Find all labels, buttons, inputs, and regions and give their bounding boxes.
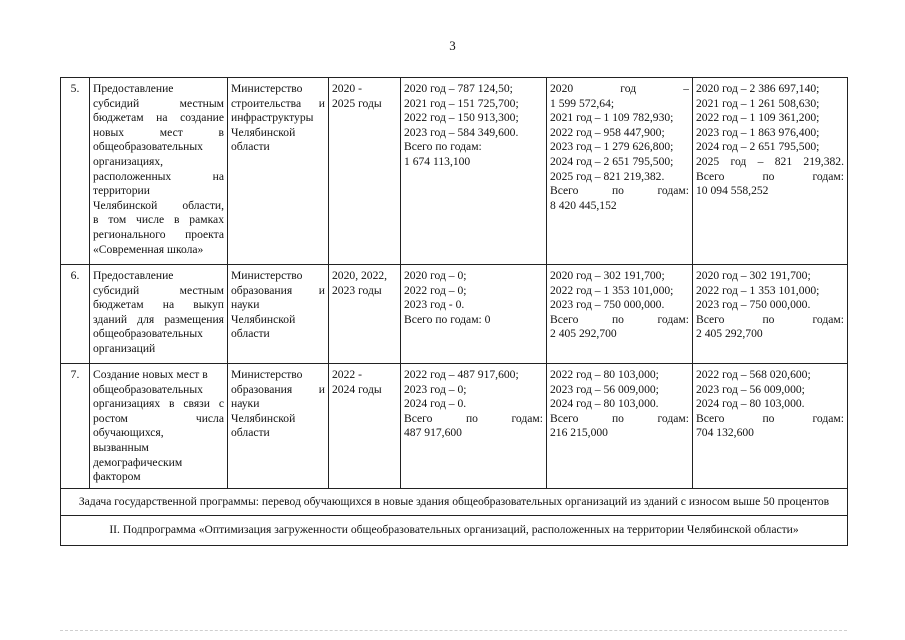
row-number-text: 5. bbox=[70, 82, 80, 95]
measure-name-line: вызванным bbox=[93, 440, 149, 454]
measure-name-line: «Современная школа» bbox=[93, 242, 204, 256]
funding-col-4-line: 2022 год – 487 917,600; bbox=[404, 368, 519, 381]
funding-col-5 bbox=[547, 364, 693, 489]
implementation-period-line: 2020 - bbox=[332, 82, 362, 95]
measure-name-line: бюджетам на выкуп bbox=[93, 298, 224, 312]
page-bottom-rule bbox=[60, 630, 847, 632]
responsible-executor-line: Челябинской bbox=[231, 125, 296, 139]
funding-col-6-line: 2024 год – 80 103,000. bbox=[696, 397, 805, 411]
funding-col-4-line: 2020 год – 787 124,50; bbox=[404, 82, 513, 95]
task-text: Задача государственной программы: перевод обучающихся в новые здания общеобразовательных организаций из зданий с износом выше 50 процентов bbox=[78, 495, 830, 508]
measure-name-line: фактором bbox=[93, 470, 141, 484]
subprogram-row bbox=[61, 515, 848, 546]
measure-name-line: Предоставление bbox=[93, 269, 174, 282]
funding-col-6-line: Всего по годам: bbox=[696, 411, 844, 425]
funding-col-5-line: 2023 год – 56 009,000; bbox=[550, 382, 659, 396]
funding-col-5-line: 2022 год – 958 447,900; bbox=[550, 125, 665, 139]
implementation-period-line: 2023 годы bbox=[332, 283, 382, 297]
funding-col-4-line: 2023 год – 0; bbox=[404, 382, 467, 396]
funding-col-6-line: 2020 год – 2 386 697,140; bbox=[696, 82, 820, 95]
table-row bbox=[61, 265, 848, 364]
responsible-executor-line: образования и bbox=[231, 283, 325, 297]
row-number-text: 6. bbox=[70, 269, 80, 282]
measure-name-line: расположенных на bbox=[93, 169, 224, 183]
measure-name-line: Создание новых мест в bbox=[93, 368, 208, 381]
funding-col-5-line: 8 420 445,152 bbox=[550, 198, 617, 212]
funding-col-5-line: 2023 год – 750 000,000. bbox=[550, 298, 665, 312]
implementation-period bbox=[329, 78, 401, 265]
measure-name-line: новых мест в bbox=[93, 125, 224, 139]
funding-col-6-line: 2020 год – 302 191,700; bbox=[696, 269, 811, 282]
responsible-executor-line: Министерство bbox=[231, 368, 303, 381]
measure-name-line: бюджетам на создание bbox=[93, 111, 224, 125]
funding-col-6-line: 2022 год – 1 353 101,000; bbox=[696, 283, 820, 297]
funding-col-6-line: 2025 год – 821 219,382. bbox=[696, 154, 844, 168]
implementation-period-line: 2025 годы bbox=[332, 96, 382, 110]
table-row bbox=[61, 364, 848, 489]
responsible-executor-line: науки bbox=[231, 397, 260, 411]
implementation-period-line: 2020, 2022, bbox=[332, 269, 388, 282]
funding-col-4-line: 1 674 113,100 bbox=[404, 154, 471, 168]
funding-col-5-line: 216 215,000 bbox=[550, 426, 608, 440]
funding-col-5-line: 2 405 292,700 bbox=[550, 327, 617, 341]
funding-col-5-line: Всего по годам: bbox=[550, 312, 689, 326]
responsible-executor-line: области bbox=[231, 426, 270, 440]
funding-col-4-line: 2024 год – 0. bbox=[404, 397, 467, 411]
funding-col-5-line: 2024 год – 80 103,000. bbox=[550, 397, 659, 411]
funding-col-4-line: 2022 год – 0; bbox=[404, 283, 467, 297]
funding-col-4-line: 2020 год – 0; bbox=[404, 269, 467, 282]
program-table bbox=[60, 77, 848, 546]
measure-name-line: территории bbox=[93, 184, 150, 198]
funding-col-5-line: 2023 год – 1 279 626,800; bbox=[550, 140, 674, 154]
funding-col-5-line: 2022 год – 80 103,000; bbox=[550, 368, 659, 381]
funding-col-5-line: 2025 год – 821 219,382. bbox=[550, 169, 665, 183]
funding-col-5 bbox=[547, 78, 693, 265]
measure-name bbox=[90, 78, 228, 265]
responsible-executor-line: образования и bbox=[231, 382, 325, 396]
row-number bbox=[61, 78, 90, 265]
responsible-executor-line: строительства и bbox=[231, 96, 325, 110]
responsible-executor bbox=[228, 364, 329, 489]
responsible-executor-line: Министерство bbox=[231, 269, 303, 282]
measure-name-line: ростом числа bbox=[93, 411, 224, 425]
funding-col-5-line: 2024 год – 2 651 795,500; bbox=[550, 154, 674, 168]
measure-name-line: общеобразовательных bbox=[93, 140, 203, 154]
table-row bbox=[61, 78, 848, 265]
implementation-period-line: 2024 годы bbox=[332, 382, 382, 396]
funding-col-6 bbox=[693, 265, 848, 364]
measure-name-line: зданий для размещения bbox=[93, 312, 224, 326]
funding-col-6-line: Всего по годам: bbox=[696, 312, 844, 326]
funding-col-6-line: 2022 год – 1 109 361,200; bbox=[696, 111, 820, 125]
funding-col-6 bbox=[693, 364, 848, 489]
funding-col-4-line: Всего по годам: bbox=[404, 140, 482, 154]
funding-col-6-line: 2023 год – 56 009,000; bbox=[696, 382, 805, 396]
measure-name-line: регионального проекта bbox=[93, 227, 224, 241]
measure-name-line: обучающихся, bbox=[93, 426, 164, 440]
funding-col-6-line: 10 094 558,252 bbox=[696, 184, 769, 198]
implementation-period bbox=[329, 364, 401, 489]
measure-name-line: организациях, bbox=[93, 154, 164, 168]
funding-col-4-line: 2022 год – 150 913,300; bbox=[404, 111, 519, 125]
responsible-executor-line: области bbox=[231, 327, 270, 341]
funding-col-4-line: 2023 год – 584 349,600. bbox=[404, 125, 519, 139]
measure-name-line: Предоставление bbox=[93, 82, 174, 95]
measure-name bbox=[90, 364, 228, 489]
subprogram-heading: II. Подпрограмма «Оптимизация загруженности общеобразовательных организаций, расположенных на территории Челябинской области» bbox=[109, 522, 799, 536]
responsible-executor-line: инфраструктуры bbox=[231, 111, 314, 125]
funding-col-4 bbox=[401, 78, 547, 265]
responsible-executor-line: Челябинской bbox=[231, 312, 296, 326]
measure-name-line: общеобразовательных bbox=[93, 382, 203, 396]
table-body bbox=[61, 78, 848, 546]
funding-col-6-line: 2021 год – 1 261 508,630; bbox=[696, 96, 820, 110]
responsible-executor-line: науки bbox=[231, 298, 260, 312]
funding-col-6-line: Всего по годам: bbox=[696, 169, 844, 183]
measure-name-line: организациях в связи с bbox=[93, 397, 224, 411]
funding-col-5-line: 2021 год – 1 109 782,930; bbox=[550, 111, 674, 125]
funding-col-4-line: 2021 год – 151 725,700; bbox=[404, 96, 519, 110]
measure-name-line: субсидий местным bbox=[93, 283, 224, 297]
responsible-executor bbox=[228, 265, 329, 364]
funding-col-5-line: 2020 год – 302 191,700; bbox=[550, 269, 665, 282]
page-number: 3 bbox=[449, 38, 456, 53]
responsible-executor-line: Министерство bbox=[231, 82, 303, 95]
funding-col-4-line: 2023 год - 0. bbox=[404, 298, 465, 312]
row-number-text: 7. bbox=[70, 368, 80, 381]
row-number bbox=[61, 364, 90, 489]
measure-name-line: демографическим bbox=[93, 455, 183, 469]
implementation-period bbox=[329, 265, 401, 364]
funding-col-6 bbox=[693, 78, 848, 265]
funding-col-4-line: Всего по годам: bbox=[404, 411, 543, 425]
measure-name bbox=[90, 265, 228, 364]
responsible-executor-line: области bbox=[231, 140, 270, 154]
responsible-executor-line: Челябинской bbox=[231, 411, 296, 425]
funding-col-5-line: Всего по годам: bbox=[550, 411, 689, 425]
funding-col-4 bbox=[401, 265, 547, 364]
measure-name-line: организаций bbox=[93, 341, 156, 355]
funding-col-5-line: 2022 год – 1 353 101,000; bbox=[550, 283, 674, 297]
subprogram-cell bbox=[61, 515, 848, 546]
funding-col-5-line: 2020 год – bbox=[550, 82, 689, 95]
funding-col-6-line: 704 132,600 bbox=[696, 426, 754, 440]
funding-col-5-line: Всего по годам: bbox=[550, 184, 689, 198]
measure-name-line: в том числе в рамках bbox=[93, 213, 224, 227]
funding-col-6-line: 2024 год – 2 651 795,500; bbox=[696, 140, 820, 154]
funding-col-4 bbox=[401, 364, 547, 489]
measure-name-line: субсидий местным bbox=[93, 96, 224, 110]
task-row bbox=[61, 489, 848, 516]
measure-name-line: Челябинской области, bbox=[93, 198, 224, 212]
funding-col-4-line: 487 917,600 bbox=[404, 426, 462, 440]
funding-col-5 bbox=[547, 265, 693, 364]
task-cell bbox=[61, 489, 848, 516]
funding-col-6-line: 2022 год – 568 020,600; bbox=[696, 368, 811, 381]
measure-name-line: общеобразовательных bbox=[93, 327, 203, 341]
row-number bbox=[61, 265, 90, 364]
responsible-executor bbox=[228, 78, 329, 265]
funding-col-5-line: 1 599 572,64; bbox=[550, 96, 615, 110]
funding-col-6-line: 2023 год – 750 000,000. bbox=[696, 298, 811, 312]
funding-col-6-line: 2023 год – 1 863 976,400; bbox=[696, 125, 820, 139]
funding-col-4-line: Всего по годам: 0 bbox=[404, 312, 491, 326]
implementation-period-line: 2022 - bbox=[332, 368, 362, 381]
funding-col-6-line: 2 405 292,700 bbox=[696, 327, 763, 341]
